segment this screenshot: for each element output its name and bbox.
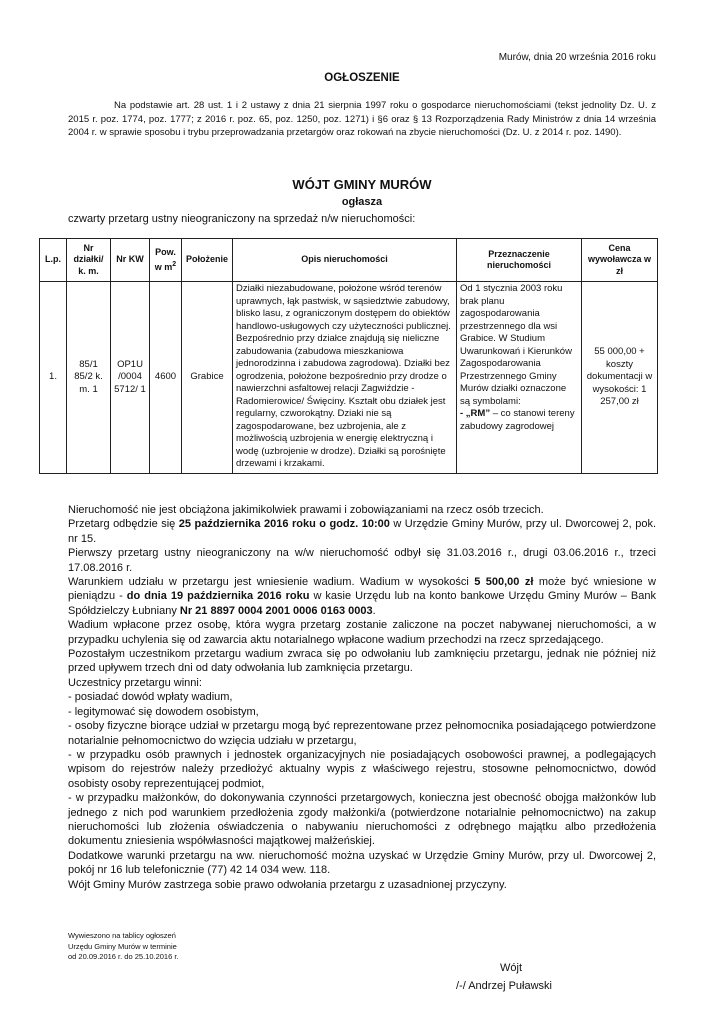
header-cena: Cena wywoławcza w zł <box>582 239 658 282</box>
list-item: - w przypadku małżonków, do dokonywania czynności przetargowych, konieczna jest obecność obojga małżonków lub jednego z nich pod warunkiem przedłożenia zgody małżonki/a (potwierdzone notarialnie pełnomocnictwo) na zakup nieruchomości lub złożenia oświadczenia o nabywaniu nieruchomości z odrębnego majątku albo przedłożenia dokumentu zniesienia współwłasności majątkowej małżeńskiej. <box>68 792 656 848</box>
cell-pow: 4600 <box>150 282 182 474</box>
header-polozenie: Położenie <box>182 239 233 282</box>
posting-note-line: od 20.09.2016 r. do 25.10.2016 r. <box>68 952 179 961</box>
posting-note-line: Urzędu Gminy Murów w terminie <box>68 941 177 951</box>
table-header-row <box>40 239 658 282</box>
przeznaczenie-tail: – co stanowi tereny zabudowy zagrodowej <box>460 408 575 432</box>
header-pow <box>150 239 182 282</box>
paragraph-participants: Uczestnicy przetargu winni: <box>68 676 202 689</box>
p4-deadline: do dnia 19 października 2016 roku <box>126 590 310 603</box>
paragraph-deposit-winner: Wadium wpłacone przez osobę, która wygra przetarg zostanie zaliczone na poczet nabywanej nieruchomości, a w przypadku uchylenia się od zawarcia aktu notarialnego wpłacone wadium przechodzi na rzecz sprzedającego. <box>68 619 656 646</box>
announces-label: ogłasza <box>341 196 383 208</box>
signature-title: Wójt <box>500 962 522 974</box>
tender-intro: czwarty przetarg ustny nieograniczony na sprzedaż n/w nieruchomości: <box>68 213 416 225</box>
cell-przeznaczenie <box>457 282 582 474</box>
p2-date: 25 października 2016 roku o godz. 10:00 <box>178 518 390 531</box>
p4-g: . <box>372 604 376 617</box>
list-item: - legitymować się dowodem osobistym, <box>68 705 259 718</box>
paragraph-tender-date <box>68 517 656 546</box>
table-row <box>40 282 658 474</box>
cell-lp: 1. <box>40 282 67 474</box>
posting-note <box>68 931 179 963</box>
list-item: - osoby fizyczne biorące udział w przetargu mogą być reprezentowane przez pełnomocnika posiadającego potwierdzone notarialnie pełnomocnictwo do wzięcia udziału w przetargu, <box>68 720 656 747</box>
paragraph-encumbrance: Nieruchomość nie jest obciążona jakimikolwiek prawami i zobowiązaniami na rzecz osób trzecich. <box>68 504 544 516</box>
list-item: - posiadać dowód wpłaty wadium, <box>68 691 233 704</box>
list-item: - w przypadku osób prawnych i jednostek organizacyjnych nie posiadających osobowości prawnej, a podlegających wpisom do rejestrów należy przedłożyć aktualny wypis z właściwego rejestru, stosowne pełnomocnictwo, dowód osobisty osoby reprezentującej podmiot, <box>68 748 656 790</box>
paragraph-reservation: Wójt Gminy Murów zastrzega sobie prawo odwołania przetargu z uzasadnionej przyczyny. <box>68 878 507 891</box>
header-pow-sup: 2 <box>172 260 177 268</box>
paragraph-previous-tenders: Pierwszy przetarg ustny nieograniczony na w/w nieruchomość odbył się 31.03.2016 r., drugi 03.06.2016 r., trzeci 17.08.2016 r. <box>68 547 656 574</box>
header-opis: Opis nieruchomości <box>233 239 457 282</box>
paragraph-additional-info: Dodatkowe warunki przetargu na ww. nieruchomość można uzyskać w Urzędzie Gminy Murów, przy ul. Dworcowej 2, pokój nr 16 lub telefonicznie (77) 42 14 034 wew. 118. <box>68 849 656 877</box>
header-lp: L.p. <box>40 239 67 282</box>
cell-nr-dzialki: 85/1 85/2 k. m. 1 <box>67 282 111 474</box>
paragraph-deposit <box>68 575 656 618</box>
posting-note-line: Wywieszono na tablicy ogłoszeń <box>68 931 176 940</box>
paragraph-deposit-return: Pozostałym uczestnikom przetargu wadium zwraca się po odwołaniu lub zamknięciu przetargu, jednak nie później niż przed upływem trzech dni od daty odwołania lub zamknięcia przetargu. <box>68 648 656 675</box>
header-pow-label: Pow. w m <box>154 247 176 272</box>
authority-title: WÓJT GMINY MURÓW <box>292 177 432 192</box>
cell-polozenie: Grabice <box>182 282 233 474</box>
header-nr-kw: Nr KW <box>111 239 150 282</box>
legal-basis-paragraph: Na podstawie art. 28 ust. 1 i 2 ustawy z dnia 21 sierpnia 1997 roku o gospodarce nieruchomościami (tekst jednolity Dz. U. z 2015 r. poz. 1774, poz. 1777; z 2016 r. poz. 65, poz. 1250, poz. 1271) i §6 oraz § 13 Rozporządzenia Rady Ministrów z dnia 14 września 2004 r. w sprawie sposobu i trybu przeprowadzania przetargów oraz rokowań na zbycie nieruchomości (Dz. U. z 2014 r. poz. 1490). <box>68 100 656 138</box>
przeznaczenie-text: Od 1 stycznia 2003 roku brak planu zagospodarowania przestrzennego dla wsi Grabice. W Studium Uwarunkowań i Kierunków Zagospodarowania Przestrzennego Gminy Murów działki oznaczone są symbolami: <box>460 283 572 407</box>
signature-name: /-/ Andrzej Puławski <box>456 980 552 992</box>
cell-cena: 55 000,00 + koszty dokumentacji w wysokości: 1 257,00 zł <box>582 282 658 474</box>
p4-account: Nr 21 8897 0004 2001 0006 0163 0003 <box>179 604 373 617</box>
property-table <box>39 238 658 474</box>
announcement-body <box>68 503 656 892</box>
cell-opis: Działki niezabudowane, położone wśród terenów uprawnych, łąk pastwisk, w sąsiedztwie zabudowy, blisko lasu, z ograniczonym dostępem do obiektów handlowo-usługowych czy użyteczności publicznej. Bezpośrednio przy działce znajdują się nieliczne zabudowania (zabudowa mieszkaniowa jednorodzinna i zabudowa zagrodowa). Działki bez ogrodzenia, położone bezpośrednio przy drodze o nawierzchni asfaltowej relacji Zagwiździe - Radomierowice/ Święciny. Kształt obu działek jest regularny, czworokątny. Dziaki nie są zagospodarowane, bez uzbrojenia, ale z możliwością uzbrojenia w energię elektryczną i wodę (uzbrojenie w drodze). Działki są porośnięte drzewami i krzakami. <box>233 282 457 474</box>
p4-a: Warunkiem udziału w przetargu jest wniesienie wadium. Wadium w wysokości <box>68 576 475 589</box>
p4-e: w kasie Urzędu lub na konto bankowe Urzędu Gminy Murów – Bank Spółdzielczy Łubniany <box>68 590 656 617</box>
document-date: Murów, dnia 20 września 2016 roku <box>498 52 656 63</box>
p2-c: w Urzędzie Gminy Murów, przy ul. Dworcowej 2, pok. nr 15. <box>68 518 657 545</box>
cell-nr-kw: OP1U /0004 5712/ 1 <box>111 282 150 474</box>
document-heading: OGŁOSZENIE <box>324 72 400 84</box>
p2-a: Przetarg odbędzie się <box>68 518 179 531</box>
przeznaczenie-symbol: - „RM” <box>460 408 491 419</box>
header-przeznaczenie: Przeznaczenie nieruchomości <box>457 239 582 282</box>
p4-c: może być wniesione w pieniądzu - <box>68 576 656 603</box>
p4-amount: 5 500,00 zł <box>474 576 534 589</box>
header-nr-dzialki: Nr działki/ k. m. <box>67 239 111 282</box>
